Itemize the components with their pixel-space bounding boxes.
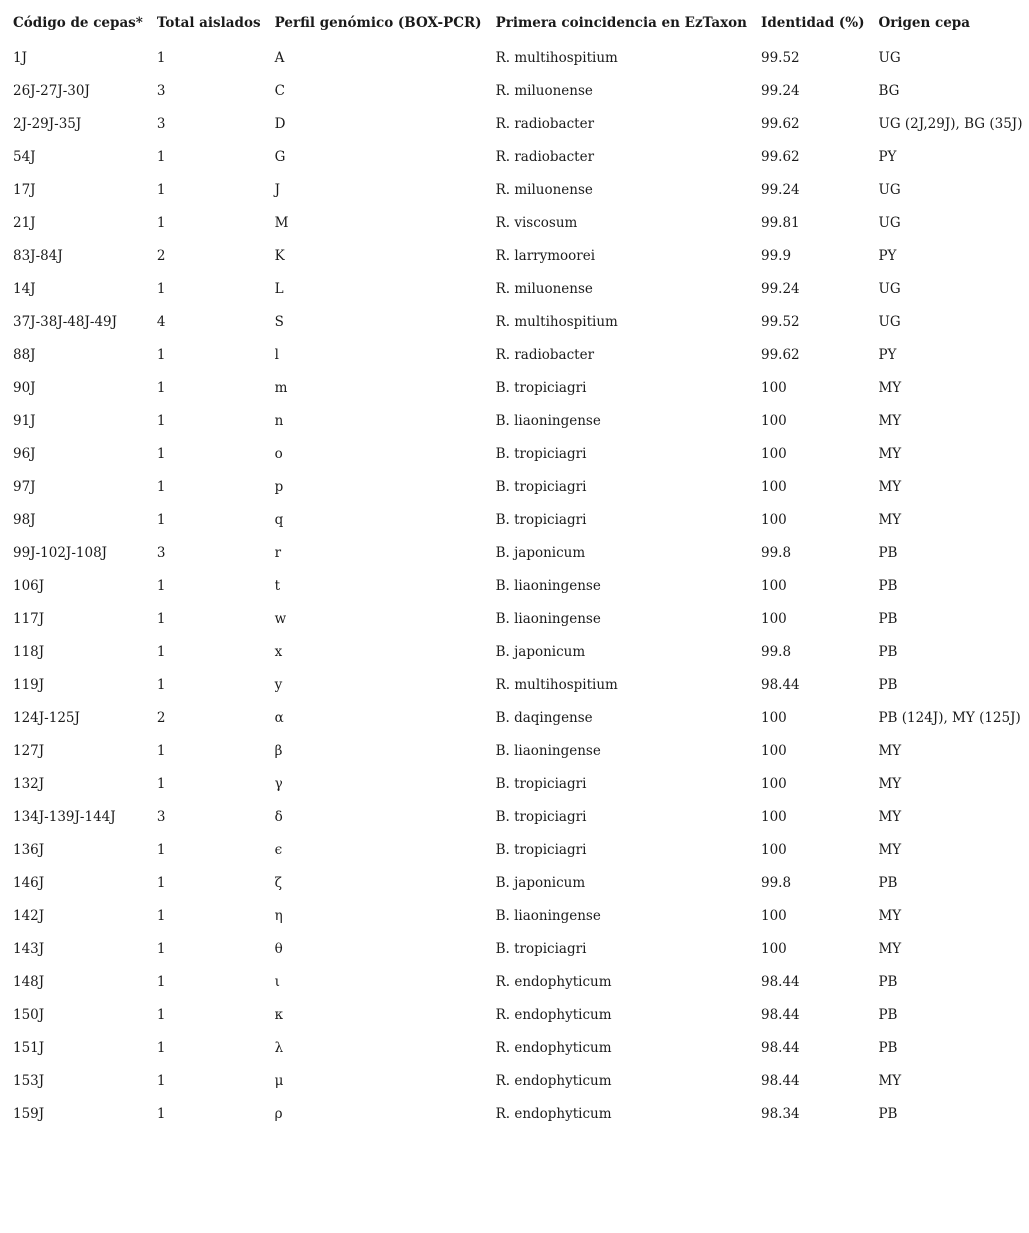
table-row xyxy=(6,800,1029,833)
cell-strain-origin: PY xyxy=(878,247,897,264)
cell-genomic-profile: θ xyxy=(274,940,283,957)
cell-genomic-profile: x xyxy=(274,643,283,660)
cell-genomic-profile: q xyxy=(274,511,284,528)
table-row xyxy=(6,569,1029,602)
cell-strain-code: 119J xyxy=(13,676,45,693)
cell-strain-code: 99J-102J-108J xyxy=(13,544,108,561)
cell-genomic-profile: ι xyxy=(274,973,280,990)
header-identity: Identidad (%) xyxy=(761,14,865,31)
table-row xyxy=(6,140,1029,173)
cell-strain-code: 21J xyxy=(13,214,36,231)
cell-first-match: R. endophyticum xyxy=(495,1072,612,1089)
cell-identity: 99.52 xyxy=(761,313,800,330)
cell-strain-origin: MY xyxy=(878,445,902,462)
cell-identity: 98.44 xyxy=(761,676,800,693)
table-row xyxy=(6,602,1029,635)
cell-first-match: B. tropiciagri xyxy=(495,841,587,858)
cell-first-match: R. multihospitium xyxy=(495,49,618,66)
cell-genomic-profile: ρ xyxy=(274,1105,283,1122)
cell-strain-origin: PB xyxy=(878,973,898,990)
table-row xyxy=(6,998,1029,1031)
table-row xyxy=(6,932,1029,965)
cell-total-isolates: 1 xyxy=(156,676,166,693)
cell-strain-code: 132J xyxy=(13,775,45,792)
cell-strain-code: 26J-27J-30J xyxy=(13,82,90,99)
cell-total-isolates: 1 xyxy=(156,940,166,957)
cell-genomic-profile: G xyxy=(274,148,286,165)
cell-strain-origin: PB xyxy=(878,544,898,561)
cell-first-match: R. miluonense xyxy=(495,280,593,297)
cell-identity: 100 xyxy=(761,379,787,396)
cell-genomic-profile: t xyxy=(274,577,281,594)
cell-strain-code: 17J xyxy=(13,181,36,198)
cell-total-isolates: 1 xyxy=(156,346,166,363)
cell-identity: 100 xyxy=(761,775,787,792)
cell-identity: 98.44 xyxy=(761,973,800,990)
cell-identity: 99.24 xyxy=(761,82,800,99)
cell-genomic-profile: δ xyxy=(274,808,283,825)
cell-total-isolates: 1 xyxy=(156,49,166,66)
header-genomic-profile: Perfil genómico (BOX-PCR) xyxy=(274,14,482,31)
cell-strain-origin: PB xyxy=(878,1006,898,1023)
cell-first-match: B. tropiciagri xyxy=(495,775,587,792)
cell-total-isolates: 1 xyxy=(156,445,166,462)
table-row xyxy=(6,635,1029,668)
table-row xyxy=(6,899,1029,932)
cell-genomic-profile: λ xyxy=(274,1039,284,1056)
table-row xyxy=(6,536,1029,569)
table-row xyxy=(6,470,1029,503)
cell-strain-code: 118J xyxy=(13,643,45,660)
cell-strain-origin: MY xyxy=(878,1072,902,1089)
cell-first-match: B. liaoningense xyxy=(495,412,601,429)
table-row xyxy=(6,503,1029,536)
header-strain-code: Código de cepas* xyxy=(13,14,143,31)
cell-strain-origin: MY xyxy=(878,412,902,429)
cell-strain-code: 91J xyxy=(13,412,36,429)
cell-first-match: B. tropiciagri xyxy=(495,940,587,957)
cell-first-match: R. radiobacter xyxy=(495,346,595,363)
table-row xyxy=(6,41,1029,74)
cell-total-isolates: 1 xyxy=(156,280,166,297)
cell-strain-origin: UG xyxy=(878,280,901,297)
cell-strain-code: 148J xyxy=(13,973,45,990)
cell-strain-code: 136J xyxy=(13,841,45,858)
cell-genomic-profile: κ xyxy=(274,1006,284,1023)
cell-strain-code: 134J-139J-144J xyxy=(13,808,116,825)
table-row xyxy=(6,1097,1029,1130)
cell-strain-origin: PB xyxy=(878,1039,898,1056)
cell-strain-origin: UG xyxy=(878,49,901,66)
cell-total-isolates: 1 xyxy=(156,1105,166,1122)
cell-identity: 98.44 xyxy=(761,1039,800,1056)
table-row xyxy=(6,338,1029,371)
cell-identity: 100 xyxy=(761,709,787,726)
cell-identity: 100 xyxy=(761,808,787,825)
cell-total-isolates: 1 xyxy=(156,841,166,858)
cell-genomic-profile: o xyxy=(274,445,283,462)
cell-genomic-profile: η xyxy=(274,907,283,924)
cell-strain-origin: PB xyxy=(878,1105,898,1122)
cell-strain-origin: MY xyxy=(878,511,902,528)
cell-strain-code: 143J xyxy=(13,940,45,957)
cell-first-match: B. tropiciagri xyxy=(495,445,587,462)
cell-genomic-profile: K xyxy=(274,247,285,264)
strain-table xyxy=(6,4,1029,1130)
cell-identity: 99.62 xyxy=(761,148,800,165)
cell-strain-code: 97J xyxy=(13,478,36,495)
cell-strain-origin: UG xyxy=(878,214,901,231)
cell-strain-code: 54J xyxy=(13,148,36,165)
cell-identity: 100 xyxy=(761,445,787,462)
cell-total-isolates: 1 xyxy=(156,610,166,627)
cell-total-isolates: 1 xyxy=(156,577,166,594)
table-row xyxy=(6,668,1029,701)
cell-identity: 99.24 xyxy=(761,280,800,297)
cell-first-match: B. japonicum xyxy=(495,874,586,891)
cell-first-match: B. japonicum xyxy=(495,643,586,660)
cell-total-isolates: 1 xyxy=(156,379,166,396)
cell-genomic-profile: μ xyxy=(274,1072,284,1089)
cell-total-isolates: 3 xyxy=(156,82,166,99)
cell-genomic-profile: ζ xyxy=(274,874,282,891)
cell-strain-code: 159J xyxy=(13,1105,45,1122)
cell-identity: 100 xyxy=(761,610,787,627)
cell-strain-origin: PB xyxy=(878,577,898,594)
cell-first-match: B. liaoningense xyxy=(495,742,601,759)
cell-genomic-profile: J xyxy=(274,181,280,198)
cell-identity: 99.9 xyxy=(761,247,792,264)
table-row xyxy=(6,305,1029,338)
cell-strain-code: 1J xyxy=(13,49,28,66)
cell-strain-code: 88J xyxy=(13,346,36,363)
cell-total-isolates: 2 xyxy=(156,709,166,726)
cell-strain-origin: UG xyxy=(878,181,901,198)
cell-total-isolates: 3 xyxy=(156,544,166,561)
cell-total-isolates: 1 xyxy=(156,181,166,198)
cell-strain-code: 153J xyxy=(13,1072,45,1089)
cell-identity: 100 xyxy=(761,940,787,957)
cell-strain-origin: UG (2J,29J), BG (35J) xyxy=(878,115,1023,132)
cell-strain-code: 14J xyxy=(13,280,36,297)
cell-identity: 100 xyxy=(761,412,787,429)
cell-identity: 99.8 xyxy=(761,874,792,891)
cell-identity: 99.8 xyxy=(761,643,792,660)
cell-first-match: B. daqingense xyxy=(495,709,593,726)
cell-first-match: R. radiobacter xyxy=(495,115,595,132)
cell-identity: 100 xyxy=(761,742,787,759)
table-row xyxy=(6,74,1029,107)
cell-strain-code: 150J xyxy=(13,1006,45,1023)
cell-first-match: R. multihospitium xyxy=(495,676,618,693)
cell-strain-origin: PY xyxy=(878,346,897,363)
cell-strain-origin: PB xyxy=(878,610,898,627)
cell-first-match: R. multihospitium xyxy=(495,313,618,330)
cell-first-match: R. endophyticum xyxy=(495,1039,612,1056)
cell-strain-code: 2J-29J-35J xyxy=(13,115,82,132)
cell-identity: 98.44 xyxy=(761,1006,800,1023)
cell-strain-code: 83J-84J xyxy=(13,247,63,264)
cell-strain-origin: MY xyxy=(878,841,902,858)
cell-strain-code: 117J xyxy=(13,610,45,627)
cell-genomic-profile: S xyxy=(274,313,284,330)
table-row xyxy=(6,404,1029,437)
cell-first-match: R. endophyticum xyxy=(495,1006,612,1023)
table-row xyxy=(6,371,1029,404)
cell-first-match: B. liaoningense xyxy=(495,610,601,627)
cell-strain-code: 98J xyxy=(13,511,36,528)
cell-genomic-profile: β xyxy=(274,742,283,759)
cell-identity: 99.8 xyxy=(761,544,792,561)
cell-genomic-profile: l xyxy=(274,346,279,363)
cell-total-isolates: 1 xyxy=(156,874,166,891)
table-row xyxy=(6,767,1029,800)
cell-first-match: R. endophyticum xyxy=(495,973,612,990)
header-first-match: Primera coincidencia en EzTaxon xyxy=(495,14,747,31)
cell-identity: 100 xyxy=(761,907,787,924)
cell-first-match: R. radiobacter xyxy=(495,148,595,165)
cell-total-isolates: 1 xyxy=(156,1006,166,1023)
cell-genomic-profile: C xyxy=(274,82,285,99)
cell-genomic-profile: p xyxy=(274,478,284,495)
cell-total-isolates: 2 xyxy=(156,247,166,264)
cell-strain-code: 127J xyxy=(13,742,45,759)
cell-genomic-profile: A xyxy=(274,49,285,66)
cell-strain-origin: BG xyxy=(878,82,900,99)
cell-total-isolates: 3 xyxy=(156,115,166,132)
header-strain-origin: Origen cepa xyxy=(878,14,970,31)
cell-first-match: B. liaoningense xyxy=(495,907,601,924)
cell-strain-code: 142J xyxy=(13,907,45,924)
cell-identity: 100 xyxy=(761,577,787,594)
header-total-isolates: Total aislados xyxy=(156,14,261,31)
table-row xyxy=(6,437,1029,470)
cell-first-match: R. miluonense xyxy=(495,82,593,99)
cell-first-match: R. miluonense xyxy=(495,181,593,198)
cell-first-match: R. endophyticum xyxy=(495,1105,612,1122)
cell-strain-code: 124J-125J xyxy=(13,709,80,726)
cell-strain-code: 106J xyxy=(13,577,45,594)
cell-genomic-profile: r xyxy=(274,544,282,561)
cell-genomic-profile: m xyxy=(274,379,288,396)
table-row xyxy=(6,107,1029,140)
cell-strain-code: 90J xyxy=(13,379,36,396)
cell-first-match: R. viscosum xyxy=(495,214,578,231)
cell-strain-origin: PB (124J), MY (125J) xyxy=(878,709,1021,726)
table-row xyxy=(6,866,1029,899)
cell-strain-origin: PY xyxy=(878,148,897,165)
cell-identity: 99.52 xyxy=(761,49,800,66)
cell-genomic-profile: D xyxy=(274,115,286,132)
cell-total-isolates: 1 xyxy=(156,412,166,429)
cell-genomic-profile: M xyxy=(274,214,289,231)
cell-total-isolates: 1 xyxy=(156,775,166,792)
cell-strain-code: 37J-38J-48J-49J xyxy=(13,313,118,330)
cell-strain-origin: MY xyxy=(878,775,902,792)
cell-identity: 100 xyxy=(761,478,787,495)
header-row xyxy=(6,4,1029,41)
cell-genomic-profile: n xyxy=(274,412,284,429)
cell-strain-origin: MY xyxy=(878,940,902,957)
cell-strain-origin: PB xyxy=(878,643,898,660)
cell-strain-origin: MY xyxy=(878,379,902,396)
cell-first-match: B. tropiciagri xyxy=(495,478,587,495)
cell-strain-code: 146J xyxy=(13,874,45,891)
table-row xyxy=(6,701,1029,734)
table-row xyxy=(6,206,1029,239)
cell-strain-origin: MY xyxy=(878,478,902,495)
cell-first-match: B. tropiciagri xyxy=(495,379,587,396)
cell-total-isolates: 1 xyxy=(156,478,166,495)
cell-identity: 99.81 xyxy=(761,214,800,231)
table-row xyxy=(6,239,1029,272)
table-row xyxy=(6,173,1029,206)
cell-identity: 99.62 xyxy=(761,346,800,363)
cell-strain-code: 96J xyxy=(13,445,36,462)
cell-total-isolates: 1 xyxy=(156,1039,166,1056)
cell-total-isolates: 1 xyxy=(156,214,166,231)
cell-genomic-profile: L xyxy=(274,280,284,297)
cell-total-isolates: 1 xyxy=(156,1072,166,1089)
cell-strain-origin: UG xyxy=(878,313,901,330)
cell-total-isolates: 1 xyxy=(156,742,166,759)
table-row xyxy=(6,965,1029,998)
cell-first-match: B. liaoningense xyxy=(495,577,601,594)
cell-strain-origin: MY xyxy=(878,742,902,759)
cell-strain-code: 151J xyxy=(13,1039,45,1056)
cell-total-isolates: 1 xyxy=(156,148,166,165)
cell-first-match: B. tropiciagri xyxy=(495,511,587,528)
cell-first-match: R. larrymoorei xyxy=(495,247,596,264)
cell-total-isolates: 3 xyxy=(156,808,166,825)
cell-strain-origin: PB xyxy=(878,676,898,693)
cell-total-isolates: 1 xyxy=(156,643,166,660)
cell-identity: 99.62 xyxy=(761,115,800,132)
table-row xyxy=(6,1031,1029,1064)
cell-identity: 99.24 xyxy=(761,181,800,198)
table-row xyxy=(6,833,1029,866)
table-row xyxy=(6,272,1029,305)
cell-strain-origin: MY xyxy=(878,907,902,924)
cell-strain-origin: PB xyxy=(878,874,898,891)
cell-identity: 98.44 xyxy=(761,1072,800,1089)
table-body xyxy=(6,41,1029,1130)
cell-identity: 98.34 xyxy=(761,1105,800,1122)
table-row xyxy=(6,1064,1029,1097)
table-header xyxy=(6,4,1029,41)
cell-total-isolates: 1 xyxy=(156,511,166,528)
cell-genomic-profile: α xyxy=(274,709,284,726)
cell-identity: 100 xyxy=(761,841,787,858)
cell-genomic-profile: ϵ xyxy=(274,841,283,858)
cell-strain-origin: MY xyxy=(878,808,902,825)
cell-total-isolates: 4 xyxy=(156,313,166,330)
cell-genomic-profile: γ xyxy=(274,775,283,792)
cell-total-isolates: 1 xyxy=(156,973,166,990)
cell-total-isolates: 1 xyxy=(156,907,166,924)
cell-first-match: B. japonicum xyxy=(495,544,586,561)
cell-first-match: B. tropiciagri xyxy=(495,808,587,825)
cell-genomic-profile: y xyxy=(274,676,283,693)
cell-identity: 100 xyxy=(761,511,787,528)
table-row xyxy=(6,734,1029,767)
cell-genomic-profile: w xyxy=(274,610,287,627)
